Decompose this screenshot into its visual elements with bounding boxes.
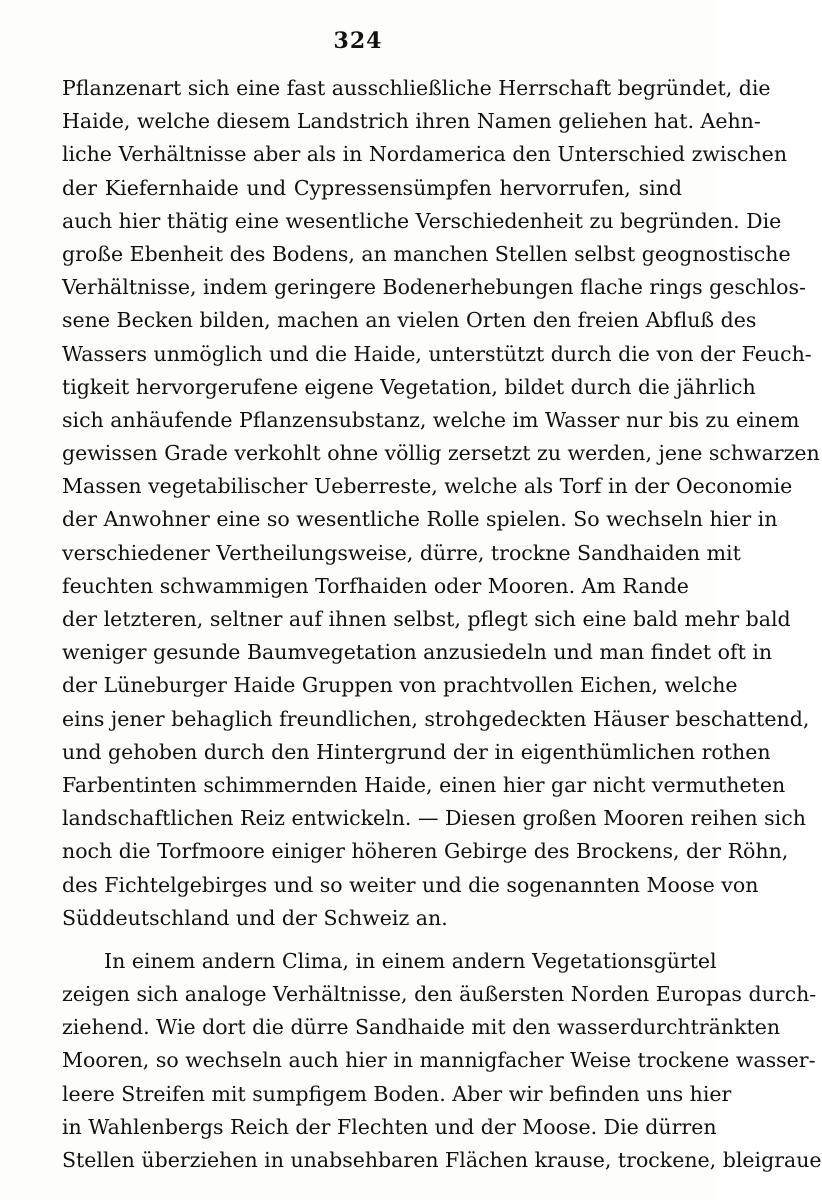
- text-line: Stellen überziehen in unabsehbaren Flächen krause, trockene, bleigraue: [62, 1148, 822, 1172]
- text-line: tigkeit hervorgerufene eigene Vegetation, bildet durch die jährlich: [62, 374, 756, 399]
- text-line: Pflanzenart sich eine fast ausschließliche Herrschaft begründet, die: [62, 76, 771, 100]
- text-line: Mooren, so wechseln auch hier in mannigfacher Weise trockene wasser-: [62, 1048, 816, 1073]
- text-line: zeigen sich analoge Verhältnisse, den äußersten Norden Europas durch-: [62, 982, 817, 1007]
- text-line: Verhältnisse, indem geringere Bodenerhebungen flache rings geschlos-: [62, 275, 806, 300]
- paragraph-1: [62, 72, 820, 935]
- text-line: sene Becken bilden, machen an vielen Orten den freien Abfluß des: [62, 308, 757, 333]
- text-line: Süddeutschland und der Schweiz an.: [62, 905, 448, 930]
- text-line: leere Streifen mit sumpfigem Boden. Aber wir befinden uns hier: [62, 1081, 732, 1106]
- text-line: des Fichtelgebirges und so weiter und die sogenannten Moose von: [62, 872, 759, 897]
- page-number: 324: [333, 28, 383, 54]
- text-line: in Wahlenbergs Reich der Flechten und der Moose. Die dürren: [62, 1114, 717, 1139]
- body-text: [62, 72, 822, 1177]
- text-line: der Kiefernhaide und Cypressensümpfen hervorrufen, sind: [62, 175, 682, 200]
- text-line: Farbentinten schimmernden Haide, einen hier gar nicht vermutheten: [62, 772, 786, 797]
- text-line: sich anhäufende Pflanzensubstanz, welche im Wasser nur bis zu einem: [62, 407, 800, 432]
- text-line: große Ebenheit des Bodens, an manchen Stellen selbst geognostische: [62, 241, 791, 266]
- text-line: der Lüneburger Haide Gruppen von prachtvollen Eichen, welche: [62, 673, 738, 698]
- paragraph-gap: [62, 935, 682, 945]
- text-line: der letzteren, seltner auf ihnen selbst, pflegt sich eine bald mehr bald: [62, 607, 791, 631]
- text-line: ziehend. Wie dort die dürre Sandhaide mit den wasserdurchtränkten: [62, 1015, 781, 1040]
- text-line: Haide, welche diesem Landstrich ihren Namen geliehen hat. Aehn-: [62, 109, 761, 134]
- text-line: gewissen Grade verkohlt ohne völlig zersetzt zu werden, jene schwarzen: [62, 441, 820, 466]
- text-line: der Anwohner eine so wesentliche Rolle spielen. So wechseln hier in: [62, 507, 778, 532]
- text-line: Massen vegetabilischer Ueberreste, welche als Torf in der Oeconomie: [62, 474, 793, 499]
- text-line: feuchten schwammigen Torfhaiden oder Mooren. Am Rande: [62, 573, 689, 598]
- text-line: liche Verhältnisse aber als in Nordamerica den Unterschied zwischen: [62, 142, 788, 167]
- text-line: noch die Torfmoore einiger höheren Gebirge des Brockens, der Röhn,: [62, 839, 789, 864]
- text-line: landschaftlichen Reiz entwickeln. — Diesen großen Mooren reihen sich: [62, 806, 806, 831]
- text-line: In einem andern Clima, in einem andern Vegetationsgürtel: [104, 948, 717, 973]
- text-line: verschiedener Vertheilungsweise, dürre, trockne Sandhaiden mit: [62, 540, 741, 565]
- text-line: und gehoben durch den Hintergrund der in eigenthümlichen rothen: [62, 739, 771, 764]
- text-line: auch hier thätig eine wesentliche Verschiedenheit zu begründen. Die: [62, 208, 782, 233]
- text-line: Wassers unmöglich und die Haide, unterstützt durch die von der Feuch-: [62, 341, 812, 366]
- paragraph-2: [62, 945, 822, 1177]
- text-line: eins jener behaglich freundlichen, strohgedeckten Häuser beschattend,: [62, 706, 810, 731]
- text-line: weniger gesunde Baumvegetation anzusiedeln und man findet oft in: [62, 640, 773, 665]
